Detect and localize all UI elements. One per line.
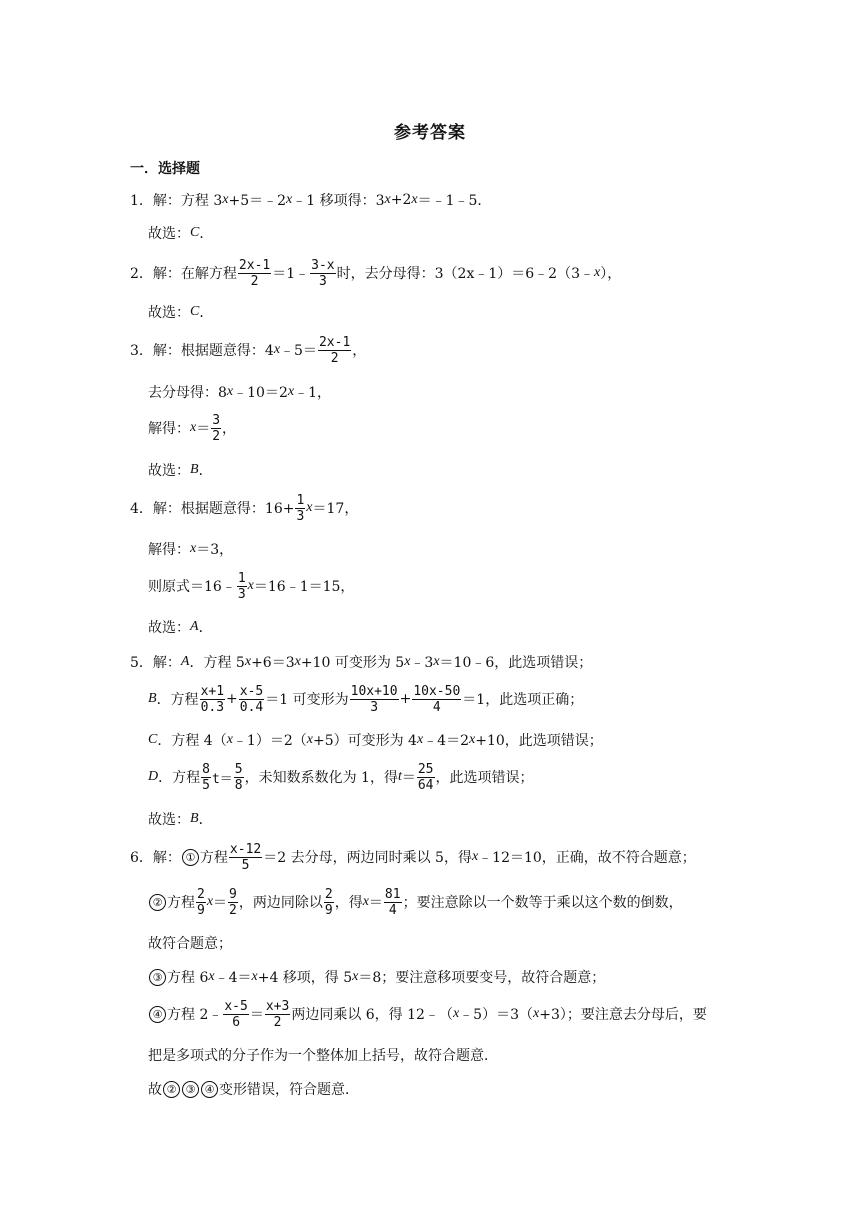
fraction: $\frac{10x+10}{3}$ [350,683,398,715]
fraction: $\frac{1}{3}$ [296,492,305,524]
fraction: $\frac{x+3}{2}$ [265,998,290,1030]
q5-line-a: 5．解： A ．方程 5 x +6＝3 x +10 可变形为 5 x ﹣3 x ＝10﹣6，此选项错误； [130,654,593,671]
q3-line-1: 3．解：根据题意得：4 x ﹣5＝ $\frac{2x-1}{2}$ ， [130,334,367,366]
q3-answer: 故选： B ． [148,462,213,479]
q6-step-4-cont: 把是多项式的分子作为一个整体加上括号，故符合题意． [148,1048,498,1064]
q4-line-3: 则原式＝16﹣ $\frac{1}{3}$ x ＝16﹣1＝15， [148,570,355,602]
circled-number: ③ [182,1081,199,1098]
q5-line-b: B ．方程 $\frac{x+1}{0.3}$ + $\frac{x-5}{0.4}$ ＝1 可变形为 $\frac{10x+10}{3}$ + $\frac{10x-50}{4}$ ＝1，此选项正确； [148,683,584,715]
circled-number: ④ [201,1081,218,1098]
q6-step-3: ③ 方程 6 x ﹣4＝ x +4 移项，得 5 x ＝8；要注意移项要变号，故符合题意； [148,962,605,992]
q6-conclusion: 故 ② ③ ④ 变形错误，符合题意． [148,1082,359,1098]
circled-number: ① [182,849,199,866]
q5-line-d: D ．方程 $\frac{8}{5}$ t＝ $\frac{5}{8}$ ，未知数系数化为 1，得 t ＝ $\frac{25}{64}$ ，此选项错误； [148,761,534,793]
q6-step-1: 6．解： ① 方程 $\frac{x-12}{5}$ ＝2 去分母，两边同时乘以 5，得 x ﹣12＝10，正确，故不符合题意； [130,841,696,873]
q6-step-2: ② 方程 $\frac{2}{9}$ x ＝ $\frac{9}{2}$ ，两边同除以 $\frac{2}{9}$ ，得 x ＝ $\frac{81}{4}$ ；要注意除以一个数等于乘以这个数的倒数， [148,883,683,921]
fraction: $\frac{10x-50}{4}$ [413,683,461,715]
fraction: $\frac{3}{2}$ [212,412,221,444]
circled-number: ② [163,1081,180,1098]
fraction: $\frac{x+1}{0.3}$ [200,683,225,715]
q5-line-c: C ．方程 4（ x ﹣1）＝2（ x +5）可变形为 4 x ﹣4＝2 x +10，此选项错误； [148,732,603,749]
fraction: $\frac{2}{9}$ [197,886,205,918]
circled-number: ② [149,894,166,911]
q1-answer: 故选： C ． [148,225,214,242]
q3-line-3: 解得： x ＝ $\frac{3}{2}$ ， [148,412,237,444]
fraction: $\frac{2x-1}{2}$ [318,334,351,366]
fraction: $\frac{2x-1}{2}$ [238,257,271,289]
q5-answer: 故选： B ． [148,811,213,828]
fraction: $\frac{25}{64}$ [417,761,434,793]
circled-number: ③ [149,969,166,986]
section-heading: 一．选择题 [130,161,200,177]
q3-line-2: 去分母得：8 x ﹣10＝2 x ﹣1， [148,384,332,401]
q6-step-2-cont: 故符合题意； [148,936,232,952]
fraction: $\frac{x-12}{5}$ [229,841,262,873]
fraction: $\frac{x-5}{0.4}$ [239,683,264,715]
q4-line-2: 解得： x ＝3， [148,541,234,558]
q4-answer: 故选： A ． [148,619,213,636]
fraction: $\frac{1}{3}$ [237,570,246,602]
q2-answer: 故选： C ． [148,304,214,321]
fraction: $\frac{2}{9}$ [324,886,333,918]
fraction: $\frac{3-x}{3}$ [311,257,335,289]
circled-number: ④ [149,1006,166,1023]
q6-step-4: ④ 方程 2﹣ $\frac{x-5}{6}$ ＝ $\frac{x+3}{2}$ 两边同乘以 6，得 12﹣（ x ﹣5）＝3（ x +3）；要注意去分母后，要 [148,995,707,1033]
fraction: $\frac{81}{4}$ [384,886,401,918]
fraction: $\frac{9}{2}$ [229,886,237,918]
q2-line-1: 2．解：在解方程 $\frac{2x-1}{2}$ ＝1﹣ $\frac{3-x}{3}$ 时，去分母得：3（2x﹣1）＝6﹣2（3﹣ x ）， [130,257,622,289]
fraction: $\frac{x-5}{6}$ [224,998,248,1030]
fraction: $\frac{5}{8}$ [234,761,243,793]
q1-line-1: 1．解：方程 3 x +5＝﹣2 x ﹣1 移项得：3 x +2 x ＝﹣1﹣5． [130,192,492,209]
q4-line-1: 4．解：根据题意得：16+ $\frac{1}{3}$ x ＝17， [130,492,359,524]
page-title: 参考答案 [394,123,466,143]
fraction: $\frac{8}{5}$ [202,761,210,793]
